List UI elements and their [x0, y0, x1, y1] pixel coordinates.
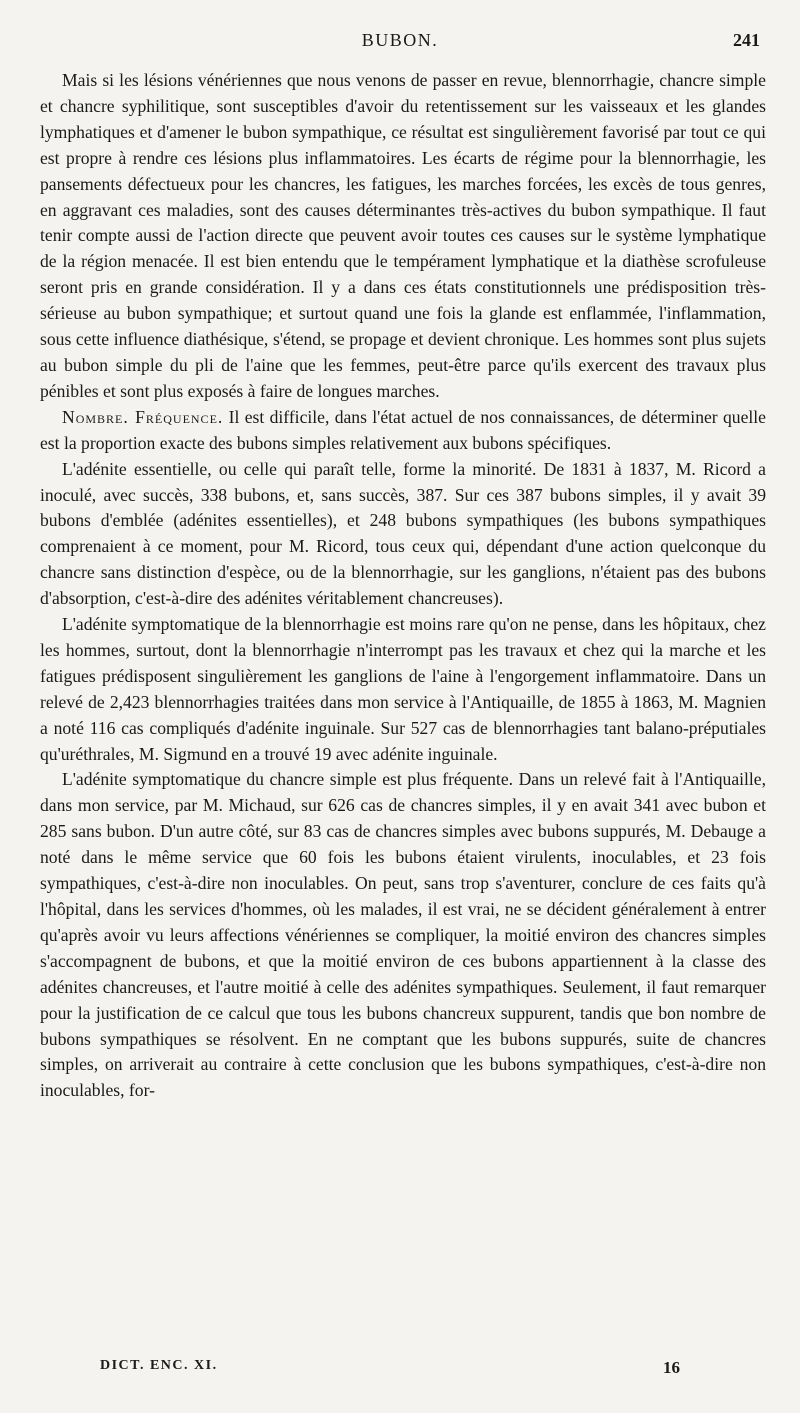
paragraph-adenite-chancre-simple: L'adénite symptomatique du chancre simple est plus fréquente. Dans un relevé fait à l'Antiquaille, dans mon service, par M. Michaud, sur 626 cas de chancres simples, il y en avait 341 avec bubon et 285 sans bubon. D'un autre côté, sur 83 cas de chancres simples avec bubons suppurés, M. Debauge a noté dans le même service que 60 fois les bubons étaient virulents, inoculables, et 23 fois sympathiques, c'est-à-dire non inoculables. On peut, sans trop s'aventurer, conclure de ces faits qu'à l'hôpital, dans les services d'hommes, où les malades, il est vrai, ne se décident généralement à entrer qu'après avoir vu leurs affections vénériennes se compliquer, la moitié environ des chancres simples s'accompagnent de bubons, et que la moitié environ de ces bubons appartiennent à la classe des adénites chancreuses, et l'autre moitié à celle des adénites sympathiques. Seulement, il faut remarquer pour la justification de ce calcul que tous les bubons chancreux suppurent, tandis que bon nombre de bubons sympathiques se résolvent. En ne comptant que les bubons suppurés, suite de chancres simples, on arriverait au contraire à cette conclusion que les bubons sympathiques, c'est-à-dire non inoculables, for-: [40, 769, 766, 1101]
running-head: [40, 30, 760, 60]
running-title: BUBON.: [361, 30, 439, 50]
page-number: 241: [733, 30, 760, 50]
paragraph-adenite-essentielle: L'adénite essentielle, ou celle qui paraît telle, forme la minorité. De 1831 à 1837, M. Ricord a inoculé, avec succès, 338 bubons, et, sans succès, 387. Sur ces 387 bubons simples, il y avait 39 bubons d'emblée (adénites essentielles), et 248 bubons sympathiques (les bubons sympathiques comprenaient à ce moment, pour M. Ricord, tous ceux qui, dépendant d'une action quelconque du chancre sans distinction d'espèce, ou de la blennorrhagie, sur les ganglions, n'étaient pas des bubons d'absorption, c'est-à-dire des adénites véritablement chancreuses).: [40, 458, 766, 609]
body-text: [40, 68, 766, 1104]
paragraph-adenite-blennorrhagie: L'adénite symptomatique de la blennorrhagie est moins rare qu'on ne pense, dans les hôpitaux, chez les hommes, surtout, dont la blennorrhagie n'interrompt pas les travaux et chez qui la marche et les fatigues prédisposent singulièrement les ganglions de l'aine à l'engorgement inflammatoire. Dans un relevé de 2,423 blennorrhagies traitées dans mon service à l'Antiquaille, de 1855 à 1863, M. Magnien a noté 116 cas compliqués d'adénite inguinale. Sur 527 cas de blennorrhagies tant balano-préputiales qu'uréthrales, M. Sigmund en a trouvé 19 avec adénite inguinale.: [40, 614, 766, 764]
sheet-number: 16: [663, 1358, 680, 1377]
paragraph-frequence: [40, 405, 766, 457]
paragraph-causes: Mais si les lésions vénériennes que nous venons de passer en revue, blennorrhagie, chancre simple et chancre syphilitique, sont susceptibles d'avoir du retentissement sur les vaisseaux et les glandes lymphatiques et d'amener le bubon sympathique, ce résultat est singulièrement favorisé par tout ce qui est propre à rendre ces lésions plus inflammatoires. Les écarts de régime pour la blennorrhagie, les pansements défectueux pour les chancres, les fatigues, les marches forcées, les excès de tous genres, en aggravant ces maladies, sont des causes déterminantes très-actives du bubon sympathique. Il faut tenir compte aussi de l'action directe que peuvent avoir toutes ces causes sur le système lymphatique de la région menacée. Il est bien entendu que le tempérament lymphatique et la diathèse scrofuleuse seront pris en grande considération. Il y a dans ces états constitutionnels une prédisposition très-sérieuse au bubon sympathique; et surtout quand une fois la glande est enflammée, l'inflammation, sous cette influence diathésique, s'étend, se propage et devient chronique. Les hommes sont plus sujets au bubon simple du pli de l'aine que les femmes, peut-être parce qu'ils exercent des travaux plus pénibles et sont plus exposés à faire de longues marches.: [40, 70, 766, 401]
section-heading: Nombre. Fréquence.: [62, 406, 224, 427]
section-text: Il est difficile, dans l'état actuel de nos connaissances, de déterminer quelle est la proportion exacte des bubons simples relativement aux bubons spécifiques.: [40, 406, 766, 453]
printer-signature: DICT. ENC. XI.: [100, 1358, 218, 1373]
page-footer: [100, 1358, 680, 1388]
